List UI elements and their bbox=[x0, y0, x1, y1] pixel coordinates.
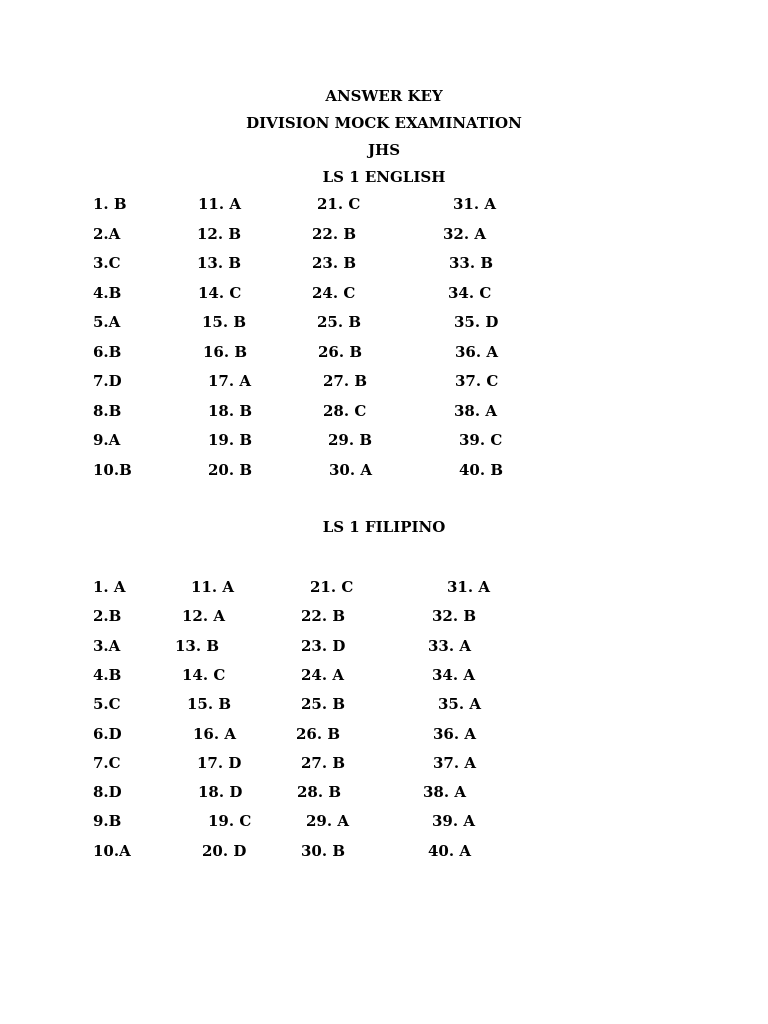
english-answer-cell: 35. D bbox=[454, 313, 499, 331]
english-answer-cell: 32. A bbox=[443, 224, 486, 243]
filipino-answer-cell: 39. A bbox=[432, 812, 475, 831]
english-answer-cell: 13. B bbox=[197, 254, 241, 272]
filipino-answer-cell: 15. B bbox=[187, 695, 231, 714]
english-answer-cell: 38. A bbox=[454, 401, 497, 420]
answer-key-title: ANSWER KEY bbox=[325, 87, 443, 105]
filipino-answer-cell: 28. B bbox=[297, 783, 341, 802]
english-answer-cell: 19. B bbox=[208, 431, 252, 449]
english-answer-cell: 31. A bbox=[453, 195, 496, 213]
filipino-answer-cell: 34. A bbox=[432, 665, 475, 684]
filipino-answer-cell: 2.B bbox=[93, 607, 122, 626]
english-answer-cell: 21. C bbox=[317, 195, 361, 213]
filipino-answer-cell: 30. B bbox=[301, 841, 345, 860]
filipino-answer-cell: 25. B bbox=[301, 695, 345, 714]
filipino-answer-cell: 37. A bbox=[433, 753, 476, 772]
english-answer-cell: 25. B bbox=[317, 313, 361, 331]
english-answer-cell: 26. B bbox=[318, 342, 362, 361]
filipino-answer-cell: 35. A bbox=[438, 695, 481, 714]
english-answer-cell: 7.D bbox=[93, 372, 122, 390]
english-answer-cell: 16. B bbox=[203, 342, 247, 361]
filipino-answer-cell: 33. A bbox=[428, 636, 471, 655]
filipino-answer-cell: 8.D bbox=[93, 783, 122, 802]
english-answer-cell: 11. A bbox=[198, 195, 241, 213]
english-answer-cell: 4.B bbox=[93, 283, 122, 302]
filipino-answer-cell: 16. A bbox=[193, 724, 236, 743]
english-answer-cell: 24. C bbox=[312, 283, 356, 302]
filipino-answer-cell: 7.C bbox=[93, 753, 121, 772]
english-answer-cell: 8.B bbox=[93, 401, 122, 420]
filipino-answer-cell: 24. A bbox=[301, 665, 344, 684]
english-answer-cell: 29. B bbox=[328, 431, 372, 449]
filipino-answer-cell: 29. A bbox=[306, 812, 349, 831]
english-answer-cell: 15. B bbox=[202, 313, 246, 331]
filipino-answer-cell: 17. D bbox=[197, 753, 242, 772]
filipino-answer-cell: 21. C bbox=[310, 578, 354, 596]
filipino-answer-cell: 13. B bbox=[175, 636, 219, 655]
filipino-answer-cell: 26. B bbox=[296, 724, 340, 743]
english-answer-cell: 33. B bbox=[449, 254, 493, 272]
english-answer-cell: 14. C bbox=[198, 283, 242, 302]
filipino-answer-cell: 10.A bbox=[93, 841, 131, 860]
english-answer-cell: 10.B bbox=[93, 460, 132, 479]
exam-title: DIVISION MOCK EXAMINATION bbox=[246, 114, 522, 132]
filipino-answer-cell: 4.B bbox=[93, 665, 122, 684]
english-answer-cell: 34. C bbox=[448, 283, 492, 302]
english-answer-cell: 37. C bbox=[455, 372, 499, 390]
filipino-answer-cell: 32. B bbox=[432, 607, 476, 626]
english-answer-cell: 23. B bbox=[312, 254, 356, 272]
english-answer-cell: 39. C bbox=[459, 431, 503, 449]
filipino-answer-cell: 12. A bbox=[182, 607, 225, 626]
english-answer-cell: 1. B bbox=[93, 195, 127, 213]
english-answer-cell: 20. B bbox=[208, 460, 252, 479]
english-answer-cell: 40. B bbox=[459, 460, 503, 479]
filipino-section-heading: LS 1 FILIPINO bbox=[322, 518, 446, 536]
filipino-answer-cell: 9.B bbox=[93, 812, 122, 831]
english-answer-cell: 22. B bbox=[312, 224, 356, 243]
filipino-answer-cell: 20. D bbox=[202, 841, 247, 860]
english-answer-cell: 2.A bbox=[93, 224, 121, 243]
filipino-answer-cell: 1. A bbox=[93, 578, 126, 596]
filipino-answer-cell: 18. D bbox=[198, 783, 243, 802]
english-answer-cell: 27. B bbox=[323, 372, 367, 390]
filipino-answer-cell: 3.A bbox=[93, 636, 121, 655]
filipino-answer-cell: 14. C bbox=[182, 665, 226, 684]
filipino-answer-cell: 38. A bbox=[423, 783, 466, 802]
filipino-answer-cell: 6.D bbox=[93, 724, 122, 743]
english-answer-cell: 12. B bbox=[197, 224, 241, 243]
english-answer-cell: 3.C bbox=[93, 254, 121, 272]
english-section-heading: LS 1 ENGLISH bbox=[322, 168, 446, 186]
filipino-answer-cell: 19. C bbox=[208, 812, 252, 831]
english-answer-cell: 28. C bbox=[323, 401, 367, 420]
filipino-answer-cell: 40. A bbox=[428, 841, 471, 860]
english-answer-cell: 18. B bbox=[208, 401, 252, 420]
english-answer-cell: 9.A bbox=[93, 431, 121, 449]
level-label: JHS bbox=[367, 141, 401, 159]
filipino-answer-cell: 11. A bbox=[191, 578, 234, 596]
filipino-answer-cell: 36. A bbox=[433, 724, 476, 743]
english-answer-cell: 36. A bbox=[455, 342, 498, 361]
filipino-answer-cell: 31. A bbox=[447, 578, 490, 596]
filipino-answer-cell: 23. D bbox=[301, 636, 346, 655]
english-answer-cell: 17. A bbox=[208, 372, 251, 390]
filipino-answer-cell: 22. B bbox=[301, 607, 345, 626]
english-answer-cell: 30. A bbox=[329, 460, 372, 479]
filipino-answer-cell: 27. B bbox=[301, 753, 345, 772]
english-answer-cell: 5.A bbox=[93, 313, 121, 331]
filipino-answer-cell: 5.C bbox=[93, 695, 121, 714]
english-answer-cell: 6.B bbox=[93, 342, 122, 361]
